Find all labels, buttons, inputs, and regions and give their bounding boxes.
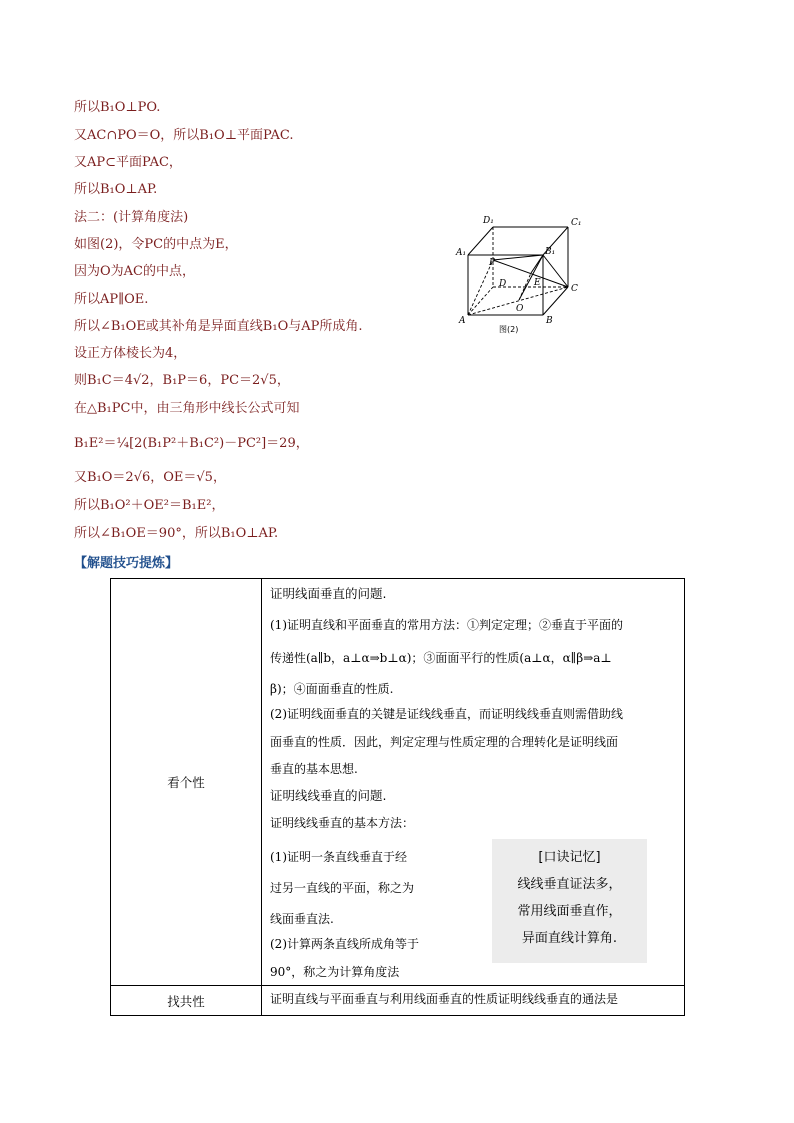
- row-content-individuality: [262, 579, 685, 986]
- label-A: A: [459, 316, 466, 326]
- mnemonic-line: 常用线面垂直作，: [517, 904, 622, 919]
- content-line: 证明线面垂直的问题.: [270, 586, 387, 601]
- proof-line-12: 在△B₁PC中，由三角形中线长公式可知: [74, 401, 300, 416]
- label-D1: D₁: [483, 216, 494, 226]
- content-line: (2)证明线面垂直的关键是证线线垂直，而证明线线垂直则需借助线: [270, 707, 624, 721]
- table-row: [111, 986, 685, 1016]
- mnemonic-line: 异面直线计算角.: [521, 931, 618, 946]
- content-line: 证明线线垂直的问题.: [270, 788, 387, 803]
- row-label-commonality: 找共性: [111, 986, 262, 1016]
- cube-figure: [453, 210, 593, 340]
- proof-line-10: 设正方体棱长为4，: [74, 346, 187, 361]
- mnemonic-title: [口诀记忆]: [538, 850, 601, 865]
- proof-line-3: 又AP⊂平面PAC，: [74, 155, 182, 170]
- label-B: B: [546, 316, 553, 326]
- content-line: 垂直的基本思想.: [270, 762, 358, 776]
- content-line: 过另一直线的平面，称之为: [270, 881, 415, 895]
- proof-line-4: 所以B₁O⊥AP.: [74, 182, 158, 197]
- content-line: (1)证明直线和平面垂直的常用方法：①判定定理；②垂直于平面的: [270, 618, 624, 632]
- label-A1: A₁: [456, 248, 467, 258]
- method-two-heading: 法二：(计算角度法): [74, 210, 189, 225]
- proof-line-2: 又AC∩PO＝O，所以B₁O⊥平面PAC.: [74, 128, 294, 143]
- section-title: 【解题技巧提炼】: [74, 556, 179, 571]
- content-line: β)；④面面垂直的性质.: [270, 682, 394, 696]
- mnemonic-line: 线线垂直证法多，: [517, 877, 622, 892]
- proof-line-9: 所以∠B₁OE或其补角是异面直线B₁O与AP所成角.: [74, 319, 363, 334]
- content-line: 90°，称之为计算角度法: [270, 965, 400, 979]
- tips-table: [110, 578, 685, 1016]
- proof-line-11: 则B₁C＝4√2，B₁P＝6，PC＝2√5，: [74, 373, 290, 388]
- proof-line-8: 所以AP∥OE.: [74, 292, 149, 307]
- proof-line-16: 所以∠B₁OE＝90°，所以B₁O⊥AP.: [74, 526, 279, 541]
- label-C: C: [571, 284, 578, 294]
- label-D: D: [499, 279, 507, 289]
- proof-line-15: 所以B₁O²＋OE²＝B₁E²，: [74, 498, 225, 513]
- proof-line-1: 所以B₁O⊥PO.: [74, 100, 161, 115]
- row-label-individuality: 看个性: [111, 579, 262, 986]
- content-line: 面垂直的性质．因此，判定定理与性质定理的合理转化是证明线面: [270, 735, 619, 749]
- label-O: O: [516, 304, 524, 314]
- label-B1: B₁: [545, 247, 556, 257]
- proof-line-7: 因为O为AC的中点，: [74, 264, 195, 279]
- proof-line-14: 又B₁O＝2√6，OE＝√5，: [74, 470, 226, 485]
- median-formula: B₁E²＝¼[2(B₁P²＋B₁C²)－PC²]＝29，: [74, 436, 309, 451]
- label-P: P: [489, 258, 496, 268]
- mnemonic-box: [492, 839, 647, 963]
- content-line: 证明直线与平面垂直与利用线面垂直的性质证明线线垂直的通法是: [270, 992, 619, 1006]
- content-line: (1)证明一条直线垂直于经: [270, 850, 407, 864]
- label-E: E: [534, 278, 541, 288]
- figure-caption: 图(2): [499, 325, 519, 334]
- proof-line-6: 如图(2)，令PC的中点为E，: [74, 237, 238, 252]
- content-line: 线面垂直法.: [270, 912, 334, 926]
- content-line: 证明线线垂直的基本方法：: [270, 816, 415, 830]
- label-C1: C₁: [571, 218, 582, 228]
- content-line: (2)计算两条直线所成角等于: [270, 937, 419, 951]
- table-row: [111, 579, 685, 986]
- content-line: 传递性(a∥b，a⊥α⇒b⊥α)；③面面平行的性质(a⊥α，α∥β⇒a⊥: [270, 651, 612, 665]
- row-content-commonality: [262, 986, 685, 1016]
